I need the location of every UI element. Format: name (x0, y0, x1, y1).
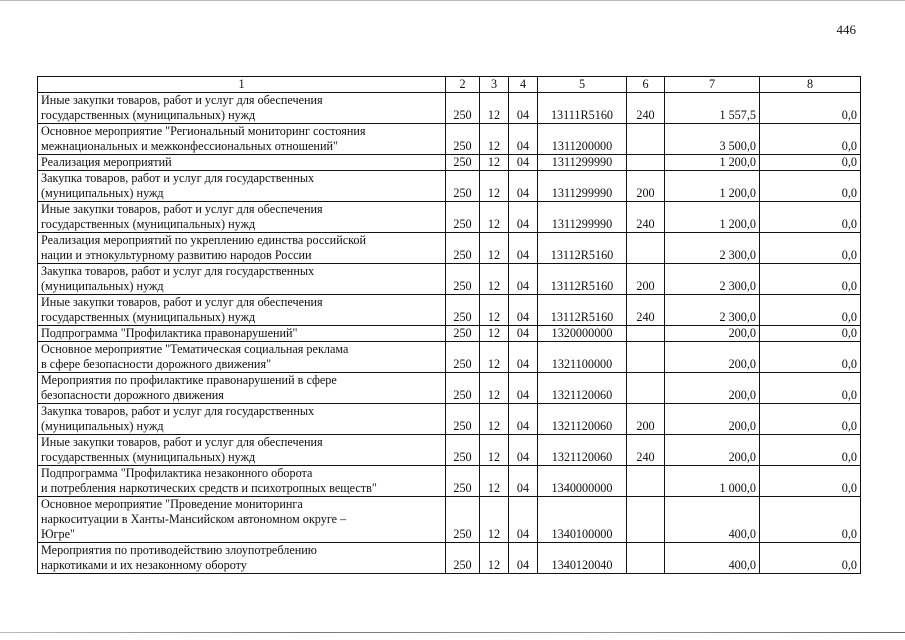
row-name-cell: Реализация мероприятий (38, 155, 446, 171)
table-row (38, 342, 861, 373)
scan-edge-top (0, 0, 905, 1)
code-cell-4: 04 (509, 342, 538, 373)
code-cell-2: 250 (446, 264, 480, 295)
expense-type-cell: 240 (627, 93, 665, 124)
code-cell-3: 12 (480, 155, 509, 171)
code-cell-4: 04 (509, 295, 538, 326)
code-cell-4: 04 (509, 202, 538, 233)
code-cell-4: 04 (509, 155, 538, 171)
target-code-cell: 1321120060 (538, 435, 627, 466)
code-cell-4: 04 (509, 404, 538, 435)
col-header: 4 (509, 77, 538, 93)
amount-cell: 400,0 (665, 497, 760, 543)
amount-2-cell: 0,0 (760, 124, 861, 155)
code-cell-2: 250 (446, 295, 480, 326)
code-cell-4: 04 (509, 233, 538, 264)
code-cell-3: 12 (480, 171, 509, 202)
code-cell-2: 250 (446, 124, 480, 155)
code-cell-2: 250 (446, 373, 480, 404)
expense-type-cell (627, 233, 665, 264)
row-name-cell: Основное мероприятие "Проведение мониторинга наркоситуации в Ханты-Мансийском автономном округе – Югре" (38, 497, 446, 543)
amount-cell: 200,0 (665, 326, 760, 342)
code-cell-3: 12 (480, 264, 509, 295)
expense-type-cell (627, 543, 665, 574)
amount-cell: 200,0 (665, 373, 760, 404)
table-row (38, 264, 861, 295)
table-row (38, 543, 861, 574)
row-name-cell: Подпрограмма "Профилактика правонарушений" (38, 326, 446, 342)
expense-type-cell (627, 466, 665, 497)
expense-type-cell: 200 (627, 264, 665, 295)
row-name-cell: Иные закупки товаров, работ и услуг для обеспечения государственных (муниципальных) нужд (38, 93, 446, 124)
expense-type-cell: 240 (627, 435, 665, 466)
target-code-cell: 1321120060 (538, 404, 627, 435)
code-cell-3: 12 (480, 435, 509, 466)
amount-cell: 2 300,0 (665, 264, 760, 295)
row-name-cell: Основное мероприятие "Тематическая социальная реклама в сфере безопасности дорожного движения" (38, 342, 446, 373)
target-code-cell: 13112R5160 (538, 233, 627, 264)
budget-table (37, 76, 861, 574)
code-cell-2: 250 (446, 93, 480, 124)
table-row (38, 124, 861, 155)
code-cell-2: 250 (446, 404, 480, 435)
target-code-cell: 1321100000 (538, 342, 627, 373)
col-header: 2 (446, 77, 480, 93)
row-name-cell: Мероприятия по противодействию злоупотреблению наркотиками и их незаконному обороту (38, 543, 446, 574)
amount-cell: 200,0 (665, 342, 760, 373)
amount-2-cell: 0,0 (760, 497, 861, 543)
target-code-cell: 13111R5160 (538, 93, 627, 124)
expense-type-cell: 240 (627, 295, 665, 326)
amount-cell: 200,0 (665, 404, 760, 435)
table-row (38, 497, 861, 543)
code-cell-4: 04 (509, 124, 538, 155)
table-row (38, 466, 861, 497)
amount-2-cell: 0,0 (760, 435, 861, 466)
col-header: 5 (538, 77, 627, 93)
target-code-cell: 1340100000 (538, 497, 627, 543)
table-row (38, 326, 861, 342)
table-row (38, 233, 861, 264)
target-code-cell: 1311299990 (538, 202, 627, 233)
amount-2-cell: 0,0 (760, 171, 861, 202)
target-code-cell: 1311299990 (538, 155, 627, 171)
row-name-cell: Закупка товаров, работ и услуг для государственных (муниципальных) нужд (38, 404, 446, 435)
code-cell-4: 04 (509, 543, 538, 574)
table-row (38, 202, 861, 233)
table-row (38, 373, 861, 404)
header-row (38, 77, 861, 93)
table-row (38, 93, 861, 124)
amount-cell: 1 200,0 (665, 155, 760, 171)
amount-2-cell: 0,0 (760, 264, 861, 295)
code-cell-3: 12 (480, 373, 509, 404)
amount-cell: 1 200,0 (665, 171, 760, 202)
row-name-cell: Закупка товаров, работ и услуг для государственных (муниципальных) нужд (38, 171, 446, 202)
code-cell-2: 250 (446, 326, 480, 342)
code-cell-3: 12 (480, 497, 509, 543)
expense-type-cell (627, 373, 665, 404)
row-name-cell: Иные закупки товаров, работ и услуг для обеспечения государственных (муниципальных) нужд (38, 435, 446, 466)
target-code-cell: 13112R5160 (538, 295, 627, 326)
amount-cell: 200,0 (665, 435, 760, 466)
amount-2-cell: 0,0 (760, 326, 861, 342)
amount-cell: 1 557,5 (665, 93, 760, 124)
expense-type-cell: 240 (627, 202, 665, 233)
amount-cell: 2 300,0 (665, 295, 760, 326)
code-cell-2: 250 (446, 155, 480, 171)
code-cell-4: 04 (509, 326, 538, 342)
code-cell-3: 12 (480, 93, 509, 124)
expense-type-cell (627, 155, 665, 171)
code-cell-4: 04 (509, 466, 538, 497)
row-name-cell: Иные закупки товаров, работ и услуг для обеспечения государственных (муниципальных) нужд (38, 202, 446, 233)
code-cell-4: 04 (509, 93, 538, 124)
row-name-cell: Реализация мероприятий по укреплению единства российской нации и этнокультурному развитию народов России (38, 233, 446, 264)
amount-2-cell: 0,0 (760, 404, 861, 435)
col-header: 8 (760, 77, 861, 93)
expense-type-cell (627, 497, 665, 543)
target-code-cell: 1340120040 (538, 543, 627, 574)
table-row (38, 171, 861, 202)
row-name-cell: Мероприятия по профилактике правонарушений в сфере безопасности дорожного движения (38, 373, 446, 404)
code-cell-2: 250 (446, 543, 480, 574)
code-cell-3: 12 (480, 233, 509, 264)
amount-2-cell: 0,0 (760, 155, 861, 171)
code-cell-4: 04 (509, 264, 538, 295)
target-code-cell: 1340000000 (538, 466, 627, 497)
target-code-cell: 13112R5160 (538, 264, 627, 295)
amount-cell: 1 000,0 (665, 466, 760, 497)
code-cell-2: 250 (446, 435, 480, 466)
amount-2-cell: 0,0 (760, 466, 861, 497)
page-number: 446 (836, 22, 856, 37)
code-cell-3: 12 (480, 326, 509, 342)
col-header: 6 (627, 77, 665, 93)
amount-cell: 1 200,0 (665, 202, 760, 233)
row-name-cell: Подпрограмма "Профилактика незаконного оборота и потребления наркотических средств и психотропных веществ" (38, 466, 446, 497)
code-cell-2: 250 (446, 342, 480, 373)
expense-type-cell (627, 326, 665, 342)
code-cell-4: 04 (509, 171, 538, 202)
amount-2-cell: 0,0 (760, 93, 861, 124)
amount-cell: 2 300,0 (665, 233, 760, 264)
col-header: 1 (38, 77, 446, 93)
amount-cell: 3 500,0 (665, 124, 760, 155)
amount-2-cell: 0,0 (760, 543, 861, 574)
code-cell-3: 12 (480, 295, 509, 326)
col-header: 7 (665, 77, 760, 93)
code-cell-3: 12 (480, 202, 509, 233)
amount-cell: 400,0 (665, 543, 760, 574)
table-row (38, 295, 861, 326)
code-cell-3: 12 (480, 404, 509, 435)
amount-2-cell: 0,0 (760, 295, 861, 326)
row-name-cell: Основное мероприятие "Региональный мониторинг состояния межнациональных и межконфессиональных отношений" (38, 124, 446, 155)
code-cell-3: 12 (480, 124, 509, 155)
code-cell-3: 12 (480, 342, 509, 373)
expense-type-cell: 200 (627, 404, 665, 435)
amount-2-cell: 0,0 (760, 373, 861, 404)
table-row (38, 155, 861, 171)
row-name-cell: Закупка товаров, работ и услуг для государственных (муниципальных) нужд (38, 264, 446, 295)
code-cell-3: 12 (480, 466, 509, 497)
expense-type-cell: 200 (627, 171, 665, 202)
code-cell-2: 250 (446, 202, 480, 233)
code-cell-2: 250 (446, 233, 480, 264)
target-code-cell: 1311299990 (538, 171, 627, 202)
row-name-cell: Иные закупки товаров, работ и услуг для обеспечения государственных (муниципальных) нужд (38, 295, 446, 326)
expense-type-cell (627, 342, 665, 373)
scan-edge-bottom (0, 632, 905, 633)
code-cell-3: 12 (480, 543, 509, 574)
table-row (38, 435, 861, 466)
target-code-cell: 1321120060 (538, 373, 627, 404)
code-cell-2: 250 (446, 497, 480, 543)
code-cell-4: 04 (509, 497, 538, 543)
code-cell-2: 250 (446, 466, 480, 497)
code-cell-4: 04 (509, 435, 538, 466)
code-cell-2: 250 (446, 171, 480, 202)
target-code-cell: 1311200000 (538, 124, 627, 155)
expense-type-cell (627, 124, 665, 155)
table-row (38, 404, 861, 435)
amount-2-cell: 0,0 (760, 233, 861, 264)
target-code-cell: 1320000000 (538, 326, 627, 342)
amount-2-cell: 0,0 (760, 342, 861, 373)
code-cell-4: 04 (509, 373, 538, 404)
col-header: 3 (480, 77, 509, 93)
amount-2-cell: 0,0 (760, 202, 861, 233)
